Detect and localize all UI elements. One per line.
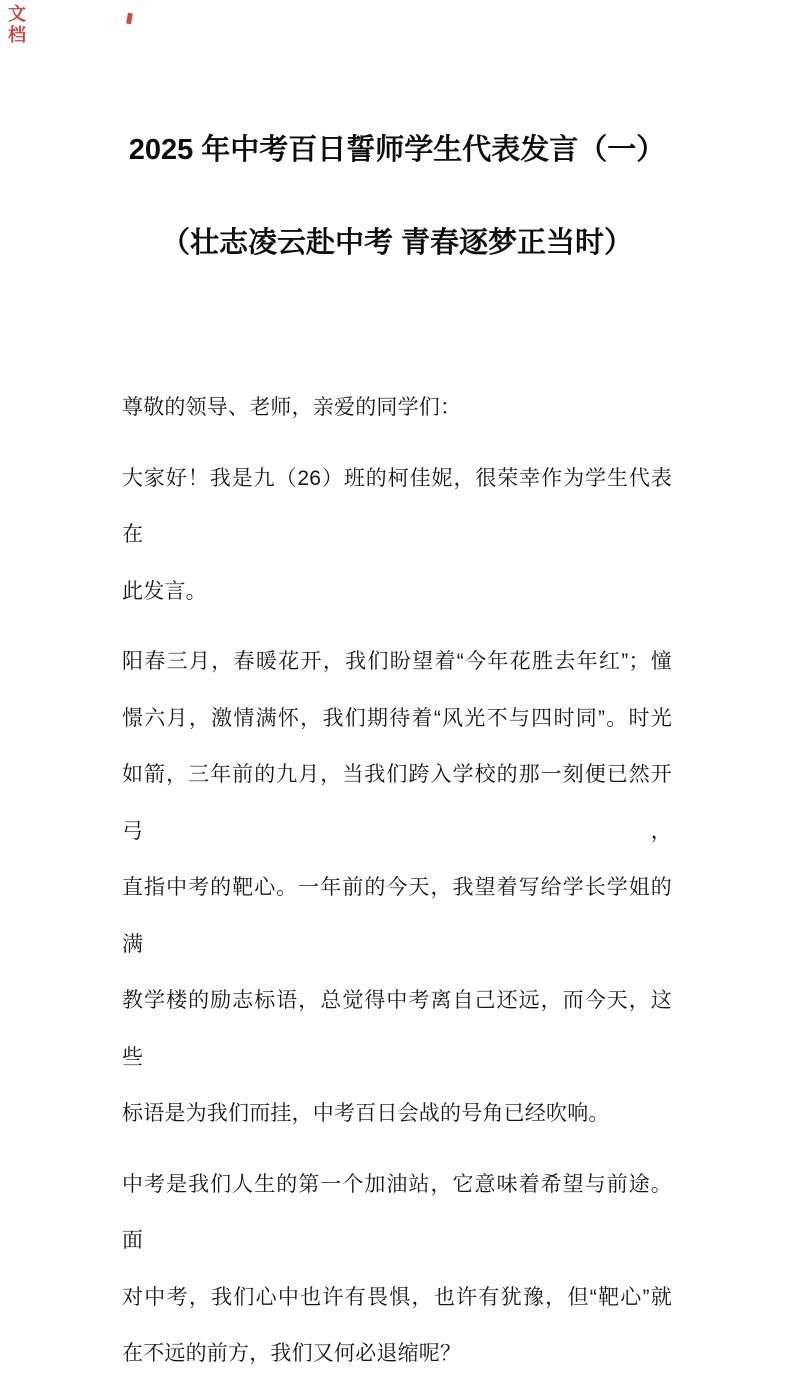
text-line: 尊敬的领导、老师，亲爱的同学们： [122, 396, 462, 419]
paragraph-introduction [122, 451, 672, 621]
text-line: 在不远的前方，我们又何必退缩呢？ [122, 1342, 462, 1365]
salutation-paragraph [122, 380, 672, 437]
text-line: 阳春三月，春暖花开，我们盼望着“今年花胜去年红”；憧 [122, 650, 672, 673]
document-subtitle: （壮志凌云赴中考 青春逐梦正当时） [160, 227, 634, 259]
text-line: 直指中考的靶心。一年前的今天，我望着写给学长学姐的满 [122, 876, 672, 956]
text-line: 此发言。 [122, 579, 207, 603]
paragraph-spring-reflection [122, 634, 672, 1143]
text-line: 标语是为我们而挂，中考百日会战的号角已经吹响。 [122, 1102, 610, 1125]
text-line: 如箭，三年前的九月，当我们跨入学校的那一刻便已然开弓， [122, 763, 672, 843]
paragraph-exam-meaning [122, 1157, 672, 1383]
document-title: 2025 年中考百日誓师学生代表发言（一） [128, 134, 666, 166]
red-watermark-fragment [8, 4, 48, 46]
text-line: 憬六月，激情满怀，我们期待着“风光不与四时同”。时光 [122, 706, 672, 730]
text-line: 教学楼的励志标语，总觉得中考离自己还远，而今天，这些 [122, 989, 672, 1069]
text-line: 大家好！我是九（26）班的柯佳妮，很荣幸作为学生代表在 [122, 466, 672, 546]
red-watermark-glyph: 档 [8, 25, 26, 45]
document-content [122, 0, 672, 1383]
document-body [122, 380, 672, 1383]
text-line: 对中考，我们心中也许有畏惧，也许有犹豫，但“靶心”就 [122, 1285, 672, 1309]
red-watermark-glyph: 文 [8, 4, 26, 24]
text-line: 中考是我们人生的第一个加油站，它意味着希望与前途。面 [122, 1172, 672, 1252]
